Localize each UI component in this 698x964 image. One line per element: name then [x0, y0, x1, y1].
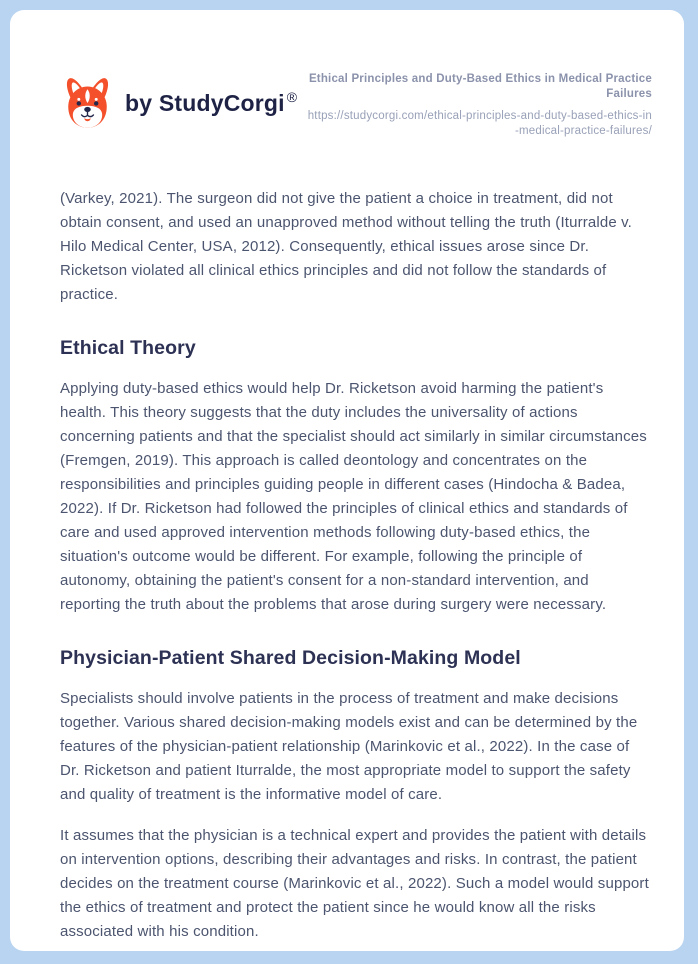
section-paragraph: Applying duty-based ethics would help Dr. Ricketson avoid harming the patient's health. This theory suggests that the duty includes the universality of actions concerning patients and that the specialist should act similarly in similar circumstances (Fremgen, 2019). This approach is called deontology and concentrates on the responsibilities and principles guiding people in different cases (Hindocha & Badea, 2022). If Dr. Ricketson had followed the principles of clinical ethics and standards of care and used approved intervention methods following duty-based ethics, the situation's outcome would be different. For example, following the principle of autonomy, obtaining the patient's consent for a non-standard intervention, and reporting the truth about the problems that arose during surgery were necessary.: [60, 380, 647, 613]
document-card: [10, 10, 684, 951]
corgi-face-icon: [60, 74, 115, 132]
intro-paragraph: (Varkey, 2021). The surgeon did not give the patient a choice in treatment, did not obtain consent, and used an unapproved method without telling the truth (Iturralde v. Hilo Medical Center, USA, 2012). Consequently, ethical issues arose since Dr. Ricketson violated all clinical ethics principles and did not follow the standards of practice.: [60, 190, 632, 303]
section-heading-shared-decision-making: Physician-Patient Shared Decision-Making Model: [60, 647, 521, 669]
brand: [60, 68, 297, 132]
brand-name: [125, 89, 297, 117]
section-heading-ethical-theory: Ethical Theory: [60, 337, 196, 359]
document-url: https://studycorgi.com/ethical-principles-and-duty-based-ethics-in-medical-practice-failures/: [307, 110, 652, 137]
registered-trademark-symbol: ®: [286, 89, 298, 105]
brand-name-text: by StudyCorgi: [125, 90, 285, 116]
section-paragraph: It assumes that the physician is a technical expert and provides the patient with details on intervention options, describing their advantages and risks. In contrast, the patient decides on the treatment course (Marinkovic et al., 2022). Such a model would support the ethics of treatment and protect the patient since he would know all the risks associated with his condition.: [60, 827, 649, 940]
article-body: [60, 187, 653, 944]
document-title: Ethical Principles and Duty-Based Ethics in Medical Practice Failures: [308, 73, 652, 100]
document-header: [60, 68, 652, 139]
document-meta: [304, 68, 652, 139]
section-paragraph: Specialists should involve patients in the process of treatment and make decisions together. Various shared decision-making models exist and can be determined by the features of the physician-patient relationship (Marinkovic et al., 2022). In the case of Dr. Ricketson and patient Iturralde, the most appropriate model to support the safety and quality of treatment is the informative model of care.: [60, 690, 638, 803]
